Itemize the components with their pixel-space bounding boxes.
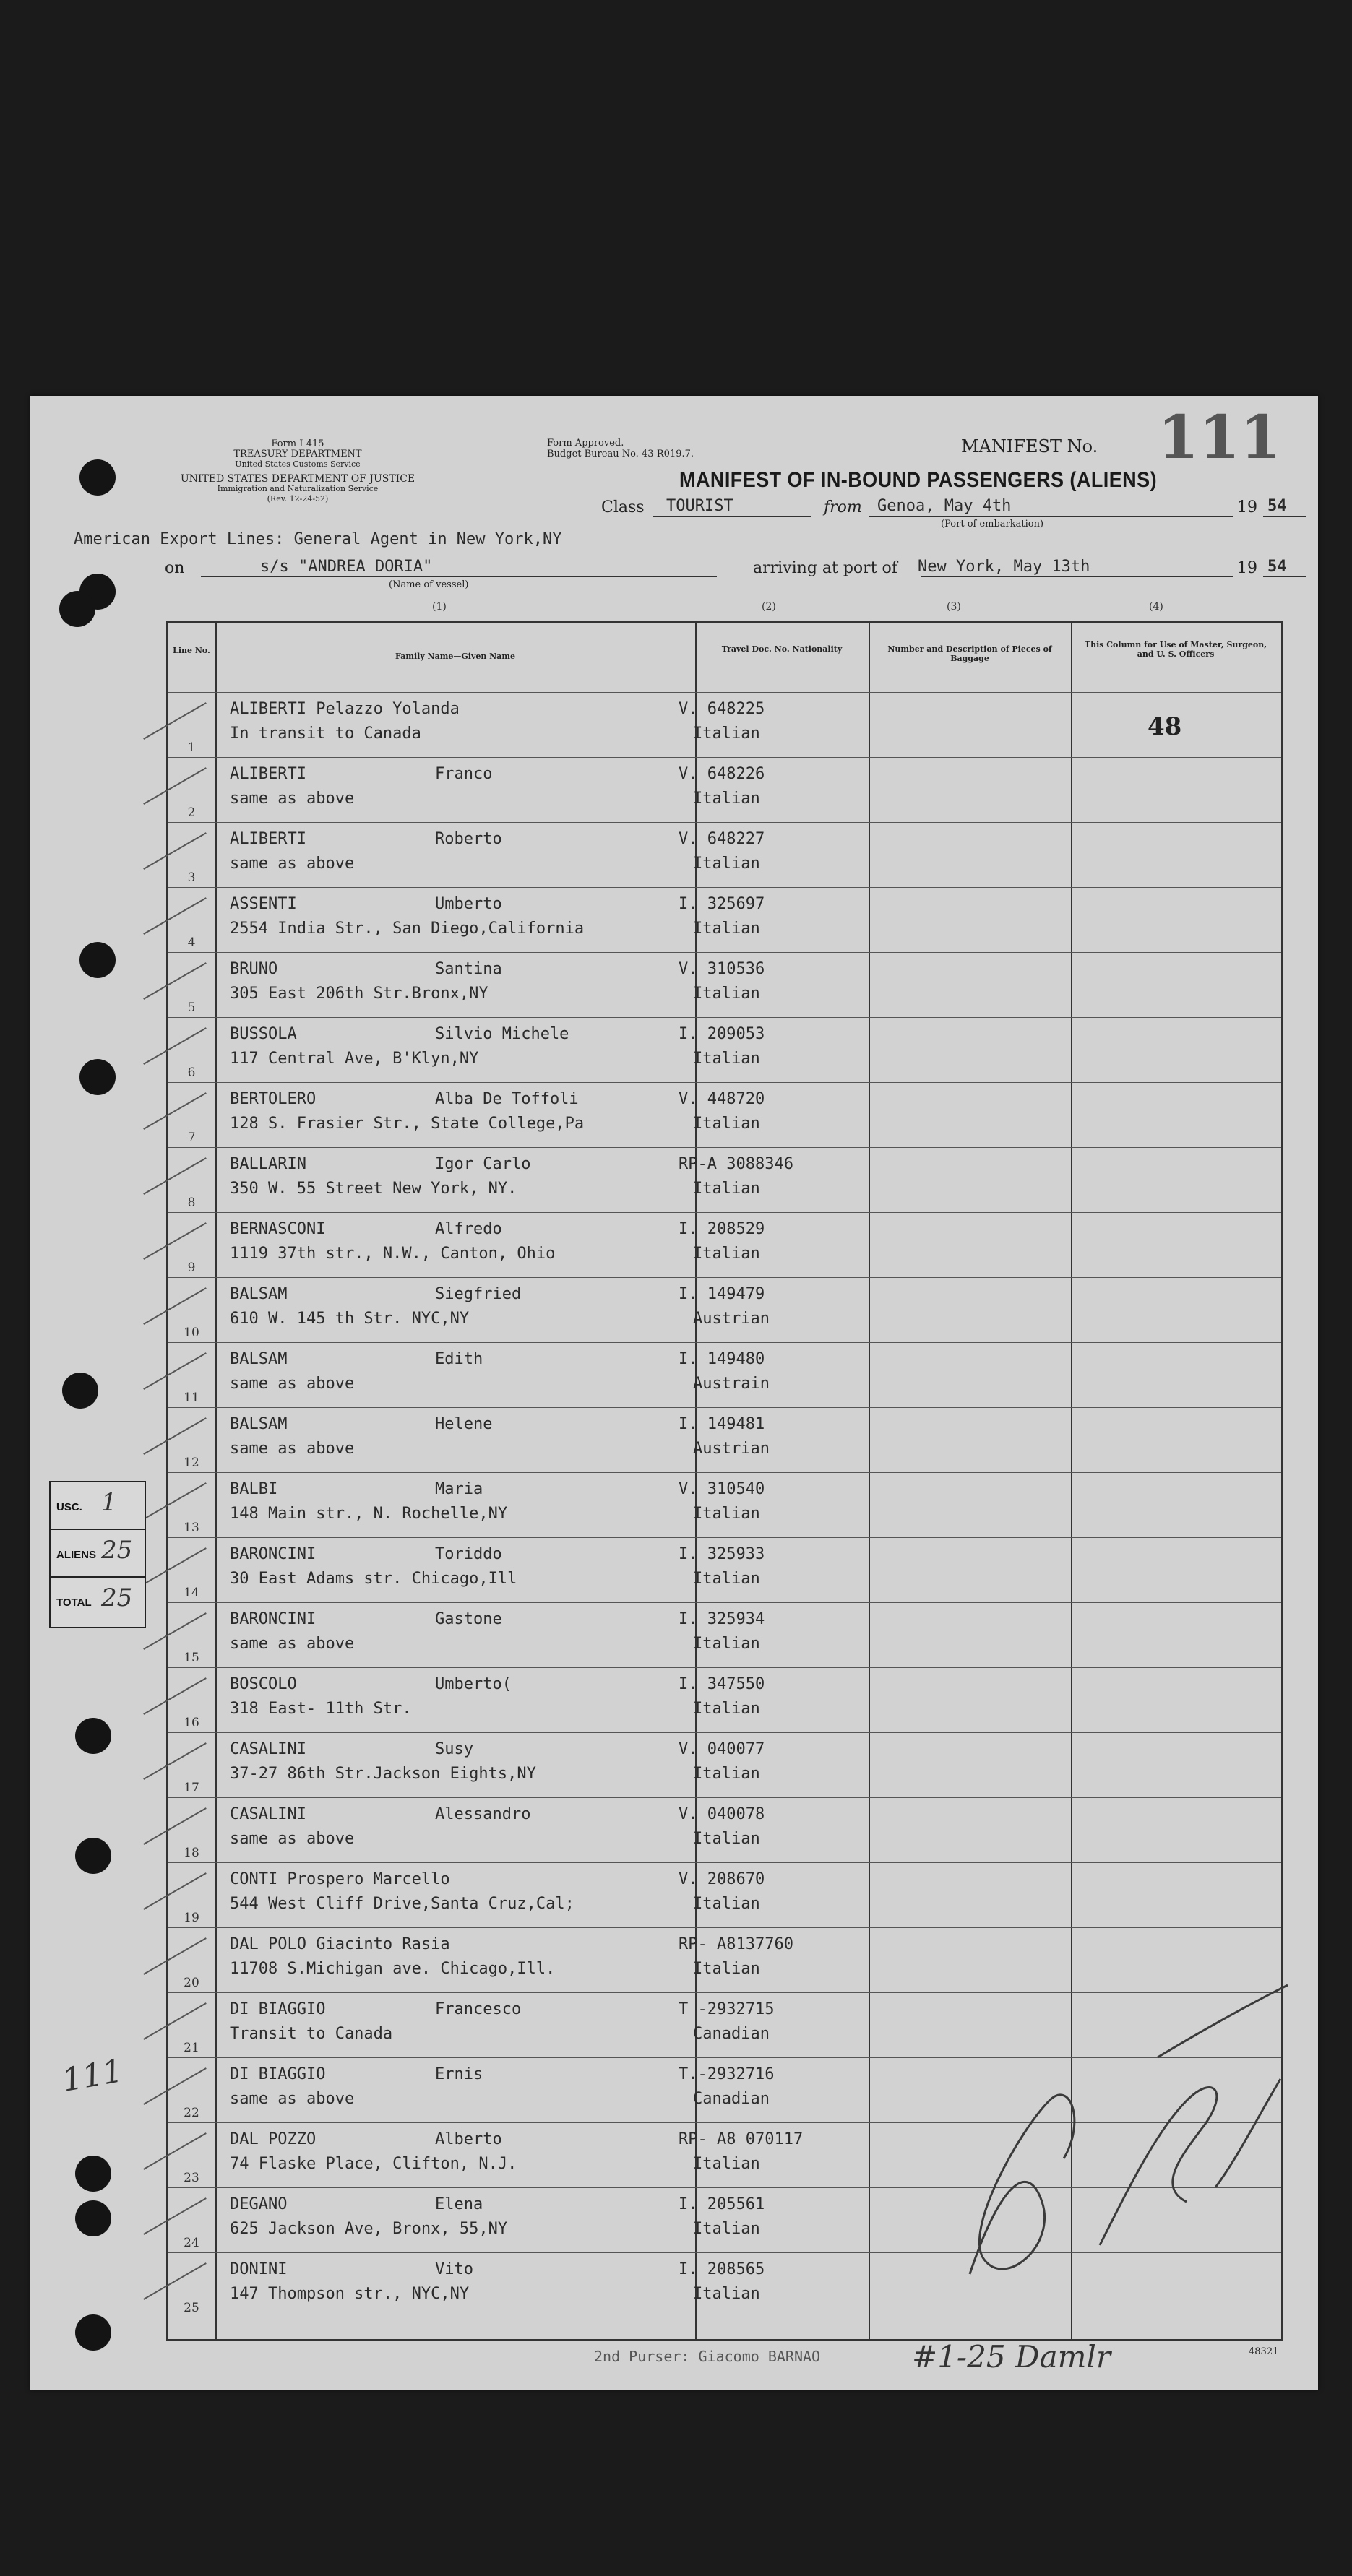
family-name: ALIBERTI Pelazzo Yolanda (230, 700, 460, 718)
punch-hole (75, 2200, 111, 2236)
vessel-line (201, 576, 717, 577)
nationality: Italian (693, 1895, 760, 1913)
address-line: 610 W. 145 th Str. NYC,NY (230, 1310, 470, 1328)
usc-value: 1 (101, 1488, 117, 1517)
table-row (168, 1407, 1281, 1473)
family-name: DAL POZZO (230, 2130, 317, 2148)
check-mark-icon (143, 2197, 207, 2235)
check-mark-icon (143, 1482, 207, 1520)
travel-doc-number: T -2932715 (679, 2000, 775, 2018)
address-line: same as above (230, 1635, 355, 1653)
year-value-1: 54 (1267, 497, 1287, 515)
travel-doc-number: RP-A 3088346 (679, 1155, 793, 1173)
check-mark-icon (143, 1352, 207, 1390)
check-mark-icon (143, 1807, 207, 1845)
nationality: Italian (693, 1505, 760, 1523)
family-name: ALIBERTI (230, 830, 306, 848)
line-number: 23 (184, 2171, 199, 2185)
address-line: 128 S. Frasier Str., State College,Pa (230, 1115, 585, 1133)
travel-doc-number: T.-2932716 (679, 2065, 775, 2083)
nationality: Austrian (693, 1310, 770, 1328)
line-number: 7 (187, 1131, 196, 1145)
address-line: 148 Main str., N. Rochelle,NY (230, 1505, 508, 1523)
nationality: Italian (693, 725, 760, 743)
arriving-line (921, 576, 1233, 577)
class-label: Class (601, 498, 645, 517)
nationality: Austrian (693, 1440, 770, 1458)
check-mark-icon (143, 1612, 207, 1650)
given-name: Roberto (435, 830, 502, 848)
class-value: TOURIST (666, 497, 733, 515)
punch-hole (75, 2314, 111, 2351)
travel-doc-number: I. 149481 (679, 1415, 765, 1433)
nationality: Italian (693, 1830, 760, 1848)
travel-doc-number: I. 325933 (679, 1545, 765, 1563)
nationality: Italian (693, 1960, 760, 1978)
check-mark-icon (143, 1872, 207, 1910)
manifest-number-stamp: 111 (1158, 403, 1282, 472)
column-number-3: (3) (947, 601, 961, 613)
table-row (168, 692, 1281, 758)
line-number: 15 (184, 1651, 199, 1665)
travel-doc-number: I. 208529 (679, 1220, 765, 1238)
year-value-2: 54 (1267, 558, 1287, 576)
given-name: Edith (435, 1350, 483, 1368)
table-row (168, 952, 1281, 1018)
family-name: DEGANO (230, 2195, 288, 2213)
check-mark-icon (143, 1677, 207, 1715)
travel-doc-number: V. 040077 (679, 1740, 765, 1758)
travel-doc-number: V. 448720 (679, 1090, 765, 1108)
given-name: Toriddo (435, 1545, 502, 1563)
given-name: Umberto (435, 895, 502, 913)
address-line: same as above (230, 855, 355, 873)
travel-doc-number: I. 149480 (679, 1350, 765, 1368)
line-number: 22 (184, 2106, 199, 2120)
address-line: 30 East Adams str. Chicago,Ill (230, 1570, 517, 1588)
line-number: 3 (187, 870, 196, 885)
line-number: 1 (187, 740, 196, 755)
family-name: BARONCINI (230, 1610, 317, 1628)
table-row (168, 1472, 1281, 1538)
address-line: 117 Central Ave, B'Klyn,NY (230, 1050, 479, 1068)
table-row (168, 1862, 1281, 1928)
check-mark-icon (143, 1417, 207, 1455)
family-name: BALSAM (230, 1415, 288, 1433)
address-line: 544 West Cliff Drive,Santa Cruz,Cal; (230, 1895, 574, 1913)
line-number: 12 (184, 1456, 199, 1470)
nationality: Italian (693, 1570, 760, 1588)
form-number: Form I-415 (271, 438, 324, 449)
family-name: BALBI (230, 1480, 278, 1498)
manifest-label: MANIFEST No. (961, 436, 1098, 457)
column-number-2: (2) (762, 601, 776, 613)
form-id-block (160, 439, 435, 504)
family-name: BERNASCONI (230, 1220, 326, 1238)
given-name: Francesco (435, 2000, 522, 2018)
address-line: 147 Thompson str., NYC,NY (230, 2285, 470, 2303)
nationality: Italian (693, 1700, 760, 1718)
table-row (168, 1602, 1281, 1668)
nationality: Italian (693, 2220, 760, 2238)
address-line: Transit to Canada (230, 2025, 393, 2043)
total-value: 25 (101, 1583, 133, 1612)
travel-doc-number: I. 205561 (679, 2195, 765, 2213)
travel-doc-number: I. 325934 (679, 1610, 765, 1628)
line-number: 17 (184, 1781, 199, 1795)
table-row (168, 1212, 1281, 1278)
travel-doc-number: V. 040078 (679, 1805, 765, 1823)
travel-doc-number: V. 310540 (679, 1480, 765, 1498)
officer-mark: 48 (1148, 712, 1182, 741)
address-line: 74 Flaske Place, Clifton, N.J. (230, 2155, 517, 2173)
given-name: Igor Carlo (435, 1155, 531, 1173)
form-approved-block (547, 438, 694, 459)
check-mark-icon (143, 1222, 207, 1260)
address-line: 1119 37th str., N.W., Canton, Ohio (230, 1245, 556, 1263)
class-line (653, 516, 811, 517)
punch-hole (59, 591, 95, 627)
line-number: 6 (187, 1066, 196, 1080)
usc-label: USC. (56, 1501, 82, 1513)
on-label: on (165, 559, 185, 577)
family-name: CASALINI (230, 1805, 306, 1823)
table-row (168, 1147, 1281, 1213)
table-row (168, 1797, 1281, 1863)
from-line (869, 516, 1233, 517)
line-number: 24 (184, 2236, 199, 2250)
given-name: Ernis (435, 2065, 483, 2083)
family-name: BRUNO (230, 960, 278, 978)
treasury-label: TREASURY DEPARTMENT (233, 449, 362, 459)
year-line-2 (1263, 576, 1306, 577)
form-approved-label: Form Approved. (547, 438, 624, 449)
punch-hole (75, 1718, 111, 1754)
address-line: 2554 India Str., San Diego,California (230, 920, 585, 938)
usc-cell (51, 1482, 145, 1530)
handwritten-note: #1-25 Damlr (912, 2339, 1111, 2374)
table-row (168, 1277, 1281, 1343)
line-number: 19 (184, 1911, 199, 1925)
line-number: 14 (184, 1586, 199, 1600)
family-name: BOSCOLO (230, 1675, 297, 1693)
travel-doc-number: I. 209053 (679, 1025, 765, 1043)
nationality: Canadian (693, 2025, 770, 2043)
from-label: from (824, 498, 862, 517)
nationality: Italian (693, 985, 760, 1003)
family-name: CONTI Prospero Marcello (230, 1870, 450, 1888)
line-number: 11 (184, 1391, 199, 1405)
nationality: Italian (693, 1115, 760, 1133)
line-number: 18 (184, 1846, 199, 1860)
nationality: Italian (693, 2285, 760, 2303)
given-name: Siegfried (435, 1285, 522, 1303)
line-number: 25 (184, 2301, 199, 2315)
nationality: Italian (693, 1050, 760, 1068)
check-mark-icon (143, 702, 207, 740)
header-name: Family Name—Given Name (395, 652, 515, 661)
travel-doc-number: I. 347550 (679, 1675, 765, 1693)
manifest-title: MANIFEST OF IN-BOUND PASSENGERS (ALIENS) (679, 468, 1158, 492)
table-row (168, 1732, 1281, 1798)
nationality: Italian (693, 2155, 760, 2173)
line-number: 20 (184, 1976, 199, 1990)
column-number-1: (1) (432, 601, 447, 613)
nationality: Italian (693, 1765, 760, 1783)
line-number: 10 (184, 1326, 199, 1340)
punch-hole (75, 2156, 111, 2192)
family-name: DI BIAGGIO (230, 2065, 326, 2083)
vessel-caption: (Name of vessel) (389, 579, 469, 590)
column-number-4: (4) (1149, 601, 1163, 613)
total-label: TOTAL (56, 1596, 92, 1609)
nationality: Italian (693, 1180, 760, 1198)
tally-stub (49, 1481, 146, 1628)
header-travel-doc: Travel Doc. No. Nationality (721, 644, 843, 654)
check-mark-icon (143, 897, 207, 935)
nationality: Italian (693, 1245, 760, 1263)
family-name: BALSAM (230, 1285, 288, 1303)
line-number: 5 (187, 1000, 196, 1015)
given-name: Vito (435, 2260, 473, 2278)
check-mark-icon (143, 2067, 207, 2105)
nationality: Italian (693, 855, 760, 873)
total-cell (51, 1578, 145, 1624)
given-name: Elena (435, 2195, 483, 2213)
address-line: 11708 S.Michigan ave. Chicago,Ill. (230, 1960, 556, 1978)
year-line-1 (1263, 516, 1306, 517)
travel-doc-number: V. 648226 (679, 765, 765, 783)
travel-doc-number: I. 149479 (679, 1285, 765, 1303)
given-name: Helene (435, 1415, 493, 1433)
given-name: Alberto (435, 2130, 502, 2148)
given-name: Franco (435, 765, 493, 783)
signature-scribble (941, 1971, 1317, 2317)
family-name: CASALINI (230, 1740, 306, 1758)
check-mark-icon (143, 1027, 207, 1065)
year-label-1: 19 (1237, 498, 1257, 517)
port-caption: (Port of embarkation) (941, 519, 1044, 530)
table-row (168, 1667, 1281, 1733)
travel-doc-number: I. 325697 (679, 895, 765, 913)
punch-hole (75, 1838, 111, 1874)
from-value: Genoa, May 4th (877, 497, 1012, 515)
given-name: Susy (435, 1740, 473, 1758)
family-name: ASSENTI (230, 895, 297, 913)
check-mark-icon (143, 1092, 207, 1130)
address-line: 305 East 206th Str.Bronx,NY (230, 985, 488, 1003)
aliens-cell (51, 1530, 145, 1578)
check-mark-icon (143, 2002, 207, 2040)
header-officers: This Column for Use of Master, Surgeon, and U. S. Officers (1084, 640, 1267, 659)
check-mark-icon (143, 2262, 207, 2300)
address-line: same as above (230, 1440, 355, 1458)
family-name: BUSSOLA (230, 1025, 297, 1043)
table-row (168, 887, 1281, 953)
rev-label: (Rev. 12-24-52) (267, 494, 329, 503)
family-name: BALLARIN (230, 1155, 306, 1173)
margin-note: 111 (59, 2052, 126, 2099)
given-name: Gastone (435, 1610, 502, 1628)
year-label-2: 19 (1237, 559, 1257, 577)
nationality: Italian (693, 920, 760, 938)
vessel-value: s/s "ANDREA DORIA" (260, 558, 433, 576)
family-name: BARONCINI (230, 1545, 317, 1563)
table-row (168, 822, 1281, 888)
travel-doc-number: V. 648225 (679, 700, 765, 718)
given-name: Maria (435, 1480, 483, 1498)
check-mark-icon (143, 2132, 207, 2170)
address-line: same as above (230, 2090, 355, 2108)
address-line: same as above (230, 790, 355, 808)
line-number: 2 (187, 805, 196, 820)
table-row (168, 757, 1281, 823)
nationality: Canadian (693, 2090, 770, 2108)
given-name: Alessandro (435, 1805, 531, 1823)
line-number: 9 (187, 1261, 196, 1275)
purser-line: 2nd Purser: Giacomo BARNAO (594, 2348, 821, 2365)
check-mark-icon (143, 1157, 207, 1195)
aliens-value: 25 (101, 1536, 133, 1565)
address-line: 350 W. 55 Street New York, NY. (230, 1180, 517, 1198)
table-row (168, 1342, 1281, 1408)
family-name: BERTOLERO (230, 1090, 317, 1108)
line-number: 21 (184, 2041, 199, 2055)
family-name: DONINI (230, 2260, 288, 2278)
agent-line: American Export Lines: General Agent in New York,NY (74, 530, 562, 548)
family-name: BALSAM (230, 1350, 288, 1368)
given-name: Umberto( (435, 1675, 512, 1693)
travel-doc-number: I. 208565 (679, 2260, 765, 2278)
address-line: same as above (230, 1375, 355, 1393)
check-mark-icon (143, 1742, 207, 1780)
given-name: Santina (435, 960, 502, 978)
address-line: 37-27 86th Str.Jackson Eights,NY (230, 1765, 536, 1783)
punch-hole (79, 459, 116, 496)
aliens-label: ALIENS (56, 1549, 97, 1561)
address-line: 318 East- 11th Str. (230, 1700, 412, 1718)
line-number: 16 (184, 1716, 199, 1730)
nationality: Italian (693, 790, 760, 808)
arriving-label: arriving at port of (753, 559, 897, 577)
given-name: Alfredo (435, 1220, 502, 1238)
check-mark-icon (143, 767, 207, 805)
nationality: Austrain (693, 1375, 770, 1393)
manifest-page (30, 396, 1318, 2390)
address-line: In transit to Canada (230, 725, 421, 743)
justice-label: UNITED STATES DEPARTMENT OF JUSTICE (180, 473, 415, 485)
travel-doc-number: V. 648227 (679, 830, 765, 848)
travel-doc-number: RP- A8 070117 (679, 2130, 804, 2148)
check-mark-icon (143, 1547, 207, 1585)
form-code: 48321 (1249, 2346, 1279, 2357)
arriving-value: New York, May 13th (918, 558, 1090, 576)
given-name: Alba De Toffoli (435, 1090, 579, 1108)
check-mark-icon (143, 962, 207, 1000)
check-mark-icon (143, 1937, 207, 1975)
table-row (168, 1082, 1281, 1148)
check-mark-icon (143, 1287, 207, 1325)
table-row (168, 1537, 1281, 1603)
line-number: 8 (187, 1196, 196, 1210)
line-number: 4 (187, 935, 196, 950)
header-baggage: Number and Description of Pieces of Baggage (887, 644, 1052, 663)
family-name: ALIBERTI (230, 765, 306, 783)
family-name: DAL POLO Giacinto Rasia (230, 1935, 450, 1953)
header-line-no: Line No. (173, 646, 210, 655)
given-name: Silvio Michele (435, 1025, 569, 1043)
address-line: 625 Jackson Ave, Bronx, 55,NY (230, 2220, 508, 2238)
punch-hole (79, 942, 116, 978)
address-line: same as above (230, 1830, 355, 1848)
travel-doc-number: RP- A8137760 (679, 1935, 793, 1953)
ins-label: Immigration and Naturalization Service (217, 484, 379, 493)
customs-label: United States Customs Service (235, 459, 361, 469)
budget-label: Budget Bureau No. 43-R019.7. (547, 449, 694, 459)
travel-doc-number: V. 310536 (679, 960, 765, 978)
table-row (168, 1017, 1281, 1083)
punch-hole (62, 1373, 98, 1409)
check-mark-icon (143, 832, 207, 870)
punch-hole (79, 1059, 116, 1095)
line-number: 13 (184, 1521, 199, 1535)
family-name: DI BIAGGIO (230, 2000, 326, 2018)
travel-doc-number: V. 208670 (679, 1870, 765, 1888)
nationality: Italian (693, 1635, 760, 1653)
